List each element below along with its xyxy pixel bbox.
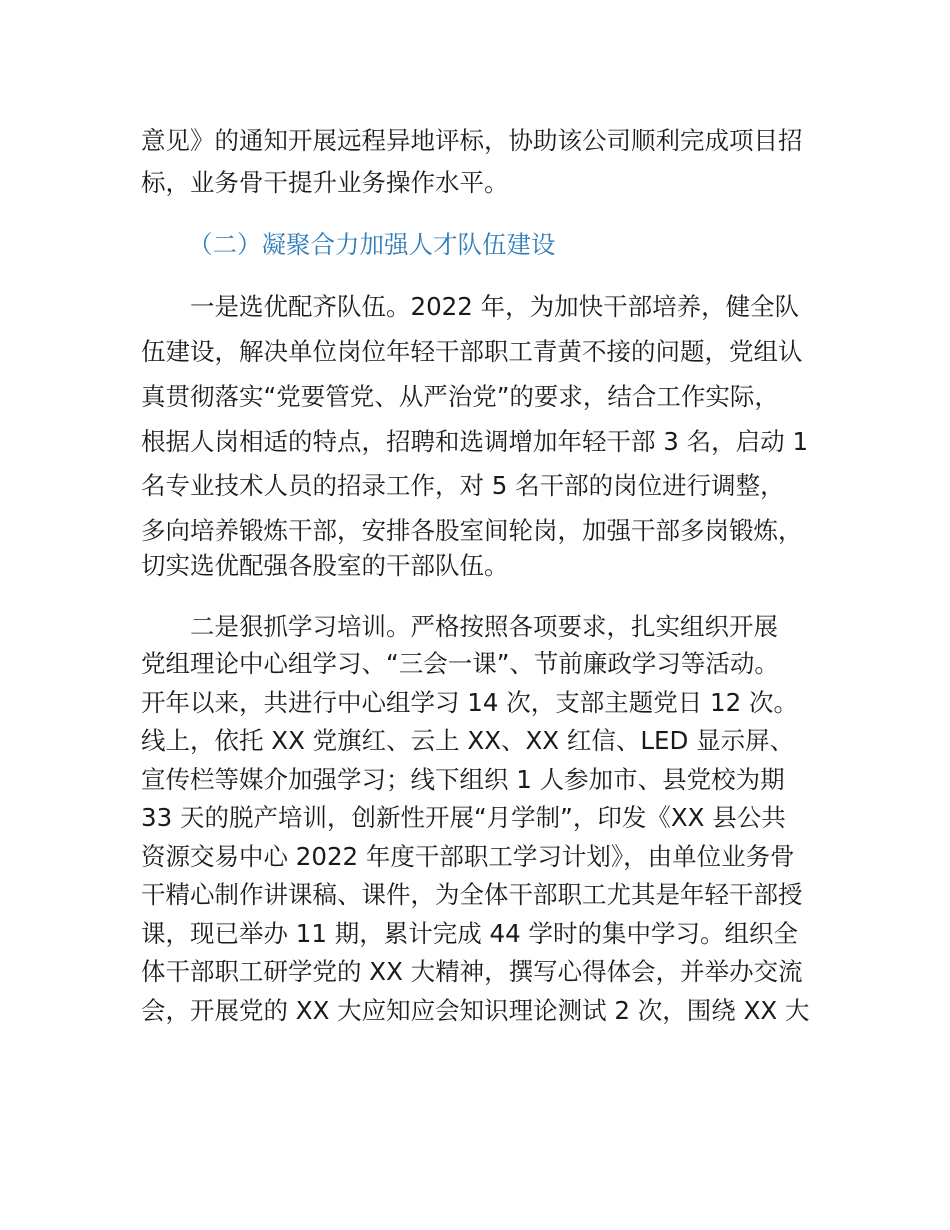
text-line: 党组理论中心组学习、“三会一课”、节前廉政学习等活动。 (141, 649, 779, 678)
text-line: 伍建设，解决单位岗位年轻干部职工青黄不接的问题，党组认 (141, 337, 803, 366)
text-line: 干精心制作讲课稿、课件，为全体干部职工尤其是年轻干部授 (141, 880, 803, 909)
text-line: 切实选优配强各股室的干部队伍。 (141, 551, 509, 580)
text-line: 资源交易中心 2022 年度干部职工学习计划》，由单位业务骨 (141, 842, 795, 871)
text-line: 一是选优配齐队伍。2022 年，为加快干部培养，健全队 (141, 292, 800, 321)
text-line: 33 天的脱产培训，创新性开展“月学制”，印发《XX 县公共 (141, 803, 786, 832)
text-line: 开年以来，共进行中心组学习 14 次，支部主题党日 12 次。 (141, 688, 798, 717)
section-heading: （二）凝聚合力加强人才队伍建设 (188, 230, 556, 259)
text-line: 课，现已举办 11 期，累计完成 44 学时的集中学习。组织全 (141, 919, 798, 948)
text-line: 宣传栏等媒介加强学习；线下组织 1 人参加市、县党校为期 (141, 765, 785, 794)
text-line: 二是狠抓学习培训。严格按照各项要求，扎实组织开展 (141, 612, 778, 641)
text-line: 根据人岗相适的特点，招聘和选调增加年轻干部 3 名，启动 1 (141, 427, 809, 456)
text-line: 线上，依托 XX 党旗红、云上 XX、XX 红信、LED 显示屏、 (141, 726, 795, 755)
text-line: 标，业务骨干提升业务操作水平。 (141, 168, 509, 197)
text-line: 真贯彻落实“党要管党、从严治党”的要求，结合工作实际， (141, 382, 779, 411)
text-line: 多向培养锻炼干部，安排各股室间轮岗，加强干部多岗锻炼， (141, 516, 803, 545)
text-line: 会，开展党的 XX 大应知应会知识理论测试 2 次，围绕 XX 大 (141, 996, 810, 1025)
text-line: 意见》的通知开展远程异地评标，协助该公司顺利完成项目招 (141, 126, 803, 155)
text-line: 名专业技术人员的招录工作，对 5 名干部的岗位进行调整， (141, 471, 785, 500)
text-line: 体干部职工研学党的 XX 大精神，撰写心得体会，并举办交流 (141, 957, 803, 986)
